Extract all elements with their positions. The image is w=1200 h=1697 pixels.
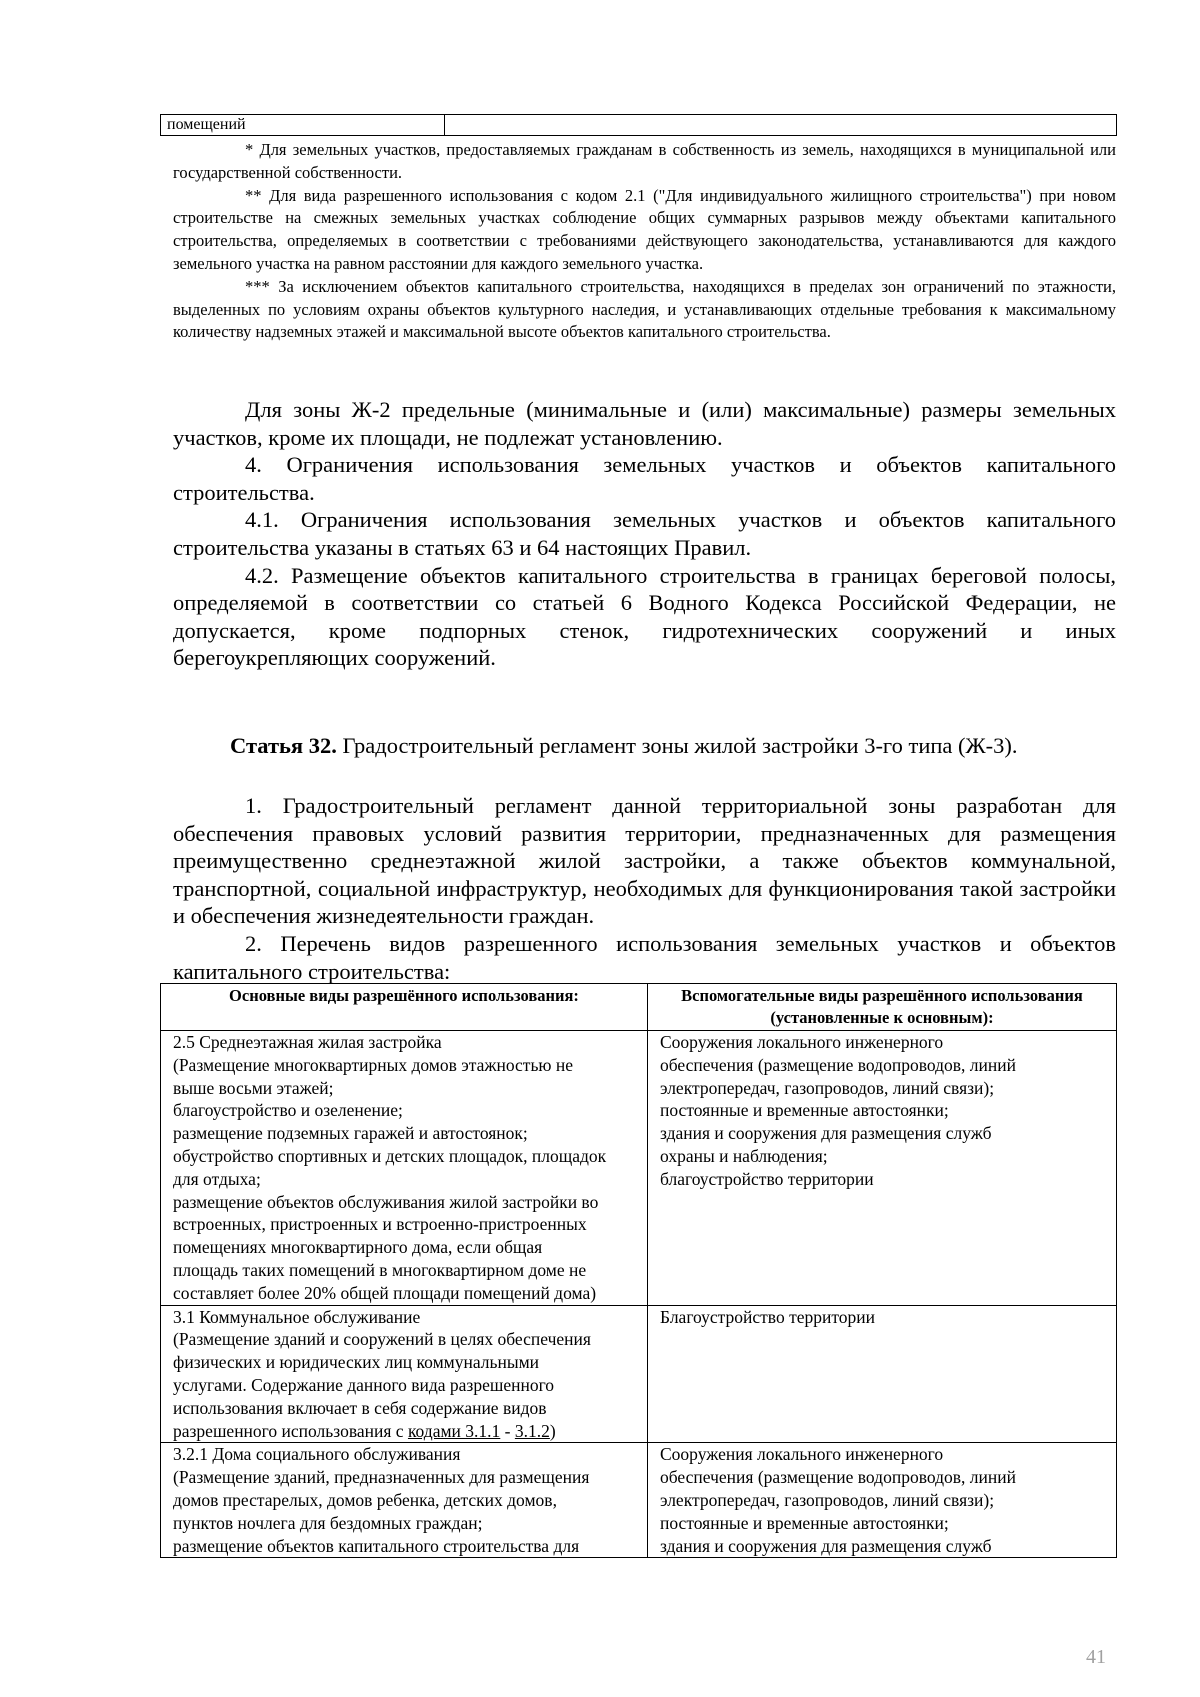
cell-line: физических и юридических лиц коммунальными [173,1352,540,1373]
cell-line: пунктов ночлега для бездомных граждан; [173,1512,483,1533]
article-label: Статья 32. [230,733,337,758]
cell-line: охраны и наблюдения; [660,1145,828,1166]
cell-line: обустройство спортивных и детских площадок, площадок [173,1145,607,1166]
cell-line: электропередач, газопроводов, линий связи); [660,1077,995,1098]
cell-line: помещениях многоквартирного дома, если общая [173,1237,543,1258]
cell-line: для отдыха; [173,1168,261,1189]
auxiliary-use-cell [648,1031,1117,1306]
cell-line: Сооружения локального инженерного [660,1444,944,1465]
paragraph: 4. Ограничения использования земельных участков и объектов капитального строительства. [173,452,1116,505]
main-use-cell [161,1031,648,1306]
cell-line: (Размещение зданий и сооружений в целях обеспечения [173,1329,591,1350]
cell-line: постоянные и временные автостоянки; [660,1512,949,1533]
cell-line [173,1420,643,1443]
cell-line: 2.5 Среднеэтажная жилая застройка [173,1032,442,1052]
cell-line: размещение объектов капитального строительства для [173,1535,580,1556]
cell-text: - [500,1420,515,1441]
footnote: ** Для вида разрешенного использования с кодом 2.1 ("Для индивидуального жилищного строительства") при новом строительстве на смежных земельных участках соблюдение общих суммарных разрывов между объектами капитального строительства, определяемых в соответствии с требованиями действующего законодательства, устанавливаются для каждого земельного участка на равном расстоянии для каждого земельного участка. [173,185,1116,273]
cell-line: 3.2.1 Дома социального обслуживания [173,1444,461,1465]
column-header-main-uses: Основные виды разрешённого использования: [161,984,648,1031]
table-header-row [161,984,1117,1031]
article-heading [173,732,1116,760]
code-link-3-1-2[interactable]: 3.1.2 [514,1420,550,1441]
cell-line: домов престарелых, домов ребенка, детских домов, [173,1489,557,1510]
table-row [161,1305,1117,1443]
cell-line: благоустройство территории [660,1168,874,1189]
table-row [161,1443,1117,1558]
main-use-cell [161,1443,648,1558]
cell-line: Сооружения локального инженерного [660,1032,944,1052]
page-number: 41 [1086,1646,1106,1668]
auxiliary-use-cell [648,1443,1117,1558]
zone-zh2-text [173,396,1116,672]
column-header-auxiliary-uses: Вспомогательные виды разрешённого использования (установленные к основным): [648,984,1117,1031]
cell-line: здания и сооружения для размещения служб [660,1535,992,1556]
cell-line: электропередач, газопроводов, линий связи); [660,1489,995,1510]
footnote: * Для земельных участков, предоставляемых гражданам в собственность из земель, находящихся в муниципальной или государственной собственности. [173,140,1116,182]
cell-text: разрешенного использования с [173,1420,408,1441]
cell-line: встроенных, пристроенных и встроенно-пристроенных [173,1214,587,1235]
cell-line: (Размещение зданий, предназначенных для размещения [173,1467,590,1488]
cell-line: размещение объектов обслуживания жилой застройки во [173,1191,599,1212]
code-link-3-1-1[interactable]: кодами 3.1.1 [407,1420,501,1441]
cell-line: площадь таких помещений в многоквартирном доме не [173,1259,587,1280]
cell-text: ) [549,1420,556,1441]
cell-line: благоустройство и озеленение; [173,1100,403,1121]
cell-line: здания и сооружения для размещения служб [660,1123,992,1144]
cell-line: обеспечения (размещение водопроводов, линий [660,1467,1016,1488]
table-cell [445,115,1117,136]
footnotes [173,139,1116,344]
paragraph: 1. Градостроительный регламент данной территориальной зоны разработан для обеспечения правовых условий развития территории, предназначенных для размещения преимущественно среднеэтажной жилой застройки, а также объектов коммунальной, транспортной, социальной инфраструктур, необходимых для функционирования такой застройки и обеспечения жизнедеятельности граждан. [173,793,1116,929]
cell-line: составляет более 20% общей площади помещений дома) [173,1282,597,1303]
table-row [161,1031,1117,1306]
previous-table-fragment [160,114,1117,136]
cell-line: услугами. Содержание данного вида разрешенного [173,1374,555,1395]
permitted-uses-table [160,983,1117,1558]
article-title: Градостроительный регламент зоны жилой застройки 3-го типа (Ж-3). [336,733,1018,758]
paragraph: Для зоны Ж-2 предельные (минимальные и (или) максимальные) размеры земельных участков, кроме их площади, не подлежат установлению. [173,397,1116,450]
article-body [173,792,1116,985]
auxiliary-use-cell [648,1305,1117,1443]
cell-line: (Размещение многоквартирных домов этажностью не [173,1054,574,1075]
cell-line: размещение подземных гаражей и автостоянок; [173,1123,528,1144]
cell-line: Благоустройство территории [660,1306,875,1327]
table-cell: помещений [161,115,445,136]
cell-line: выше восьми этажей; [173,1077,334,1098]
footnote: *** За исключением объектов капитального строительства, находящихся в пределах зон ограничений по этажности, выделенных по условиям охраны объектов культурного наследия, и устанавливающих отдельные требования к максимальному количеству надземных этажей и максимальной высоте объектов капитального строительства. [173,276,1116,342]
paragraph: 4.1. Ограничения использования земельных участков и объектов капитального строительства указаны в статьях 63 и 64 настоящих Правил. [173,507,1116,560]
cell-line: постоянные и временные автостоянки; [660,1100,949,1121]
cell-line: использования включает в себя содержание видов [173,1397,547,1418]
cell-line: 3.1 Коммунальное обслуживание [173,1306,421,1327]
paragraph: 2. Перечень видов разрешенного использования земельных участков и объектов капитального строительства: [173,930,1116,984]
paragraph: 4.2. Размещение объектов капитального строительства в границах береговой полосы, определяемой в соответствии со статьей 6 Водного Кодекса Российской Федерации, не допускается, кроме подпорных стенок, гидротехнических сооружений и иных берегоукрепляющих сооружений. [173,562,1116,671]
main-use-cell [161,1305,648,1443]
table-row [161,115,1117,136]
cell-line: обеспечения (размещение водопроводов, линий [660,1054,1016,1075]
